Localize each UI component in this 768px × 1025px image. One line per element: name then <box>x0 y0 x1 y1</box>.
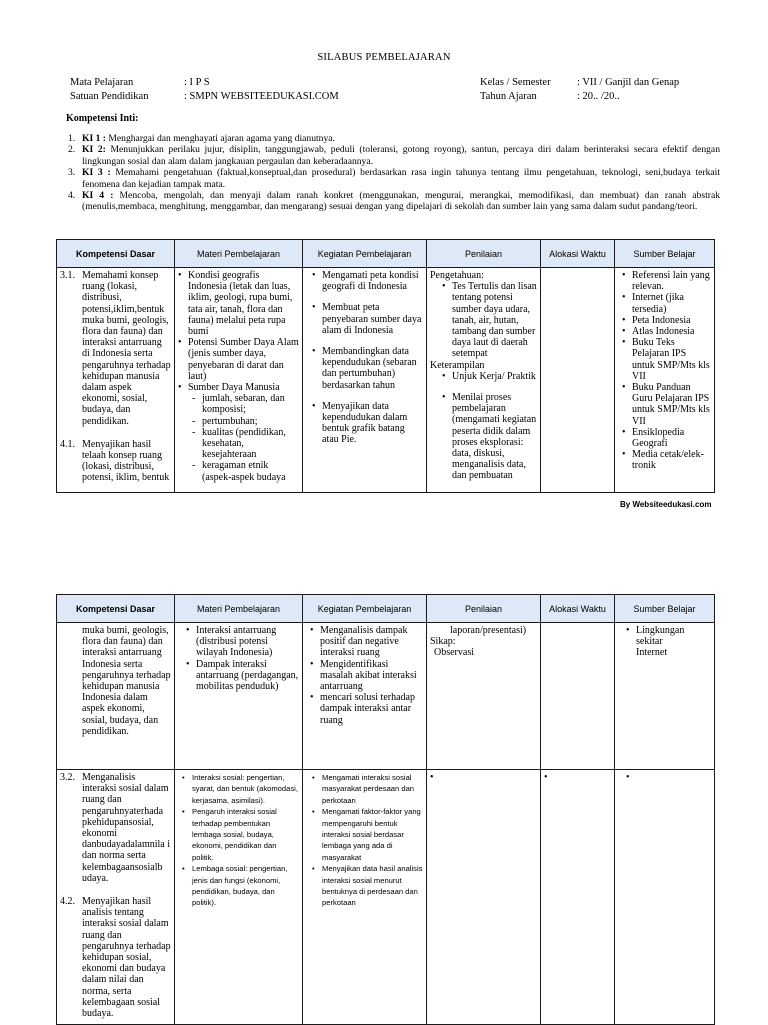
cell-penilaian: laporan/presentasi) Sikap: Observasi <box>427 623 541 770</box>
cell-alokasi <box>541 623 615 770</box>
header-materi: Materi Pembelajaran <box>175 240 303 268</box>
header-alokasi: Alokasi Waktu <box>541 595 615 623</box>
mapel-label: Mata Pelajaran <box>70 77 134 88</box>
cell-kd: 3.1. Memahami konsep ruang (lokasi, distribusi, potensi,iklim,bentuk muka bumi, geologis, flora dan fauna) dan interaksi antarruang di Indonesia serta pengaruhnya terhadap kehidupan manusia dalam aspek ekonomi, sosial, budaya, dan pendidikan. 4.1. Menyajikan hasil telaah konsep ruang (lokasi, distribusi, potensi, iklim, bentuk <box>57 268 175 493</box>
cell-sumber: • Lingkungan sekitar Internet <box>615 623 715 770</box>
ki-list <box>66 133 720 213</box>
syllabus-table-1 <box>56 239 715 493</box>
syllabus-table-2 <box>56 594 715 1025</box>
info-right <box>480 76 679 104</box>
cell-sumber <box>615 770 715 1025</box>
tahun-label: Tahun Ajaran <box>480 91 537 102</box>
header-kegiatan: Kegiatan Pembelajaran <box>303 240 427 268</box>
cell-kd: 3.2. Menganalisis interaksi sosial dalam ruang dan pengaruhnyaterhada pkehidupansosial, ekonomi danbudayadalamnila i dan norma serta kelembagaansosialb udaya. 4.2. Menyajikan hasil analisis tentang interaksi sosial dalam ruang dan pengaruhnya terhadap kehidupan sosial, ekonomi dan budaya dalam nilai dan norma, serta kelembagaan sosial budaya. <box>57 770 175 1025</box>
cell-materi: • Interaksi antarruang (distribusi potensi wilayah Indonesia) • Dampak interaksi antarruang (perdagangan, mobilitas penduduk) <box>175 623 303 770</box>
ki-item: 1. KI 1 : Menghargai dan menghayati ajaran agama yang dianutnya. <box>68 133 335 144</box>
info-left <box>70 76 339 104</box>
satuan-value: : SMPN WEBSITEEDUKASI.COM <box>184 91 339 102</box>
cell-alokasi <box>541 770 615 1025</box>
cell-penilaian <box>427 770 541 1025</box>
cell-sumber: • Referensi lain yang relevan. • Internet (jika tersedia) • Peta Indonesia • Atlas Indonesia • Buku Teks Pelajaran IPS untuk SMP/Mts kls VII • Buku Panduan Guru Pelajaran IPS untuk SMP/Mts kls VII • Ensiklopedia Geografi • Media cetak/elek-tronik <box>615 268 715 493</box>
cell-alokasi <box>541 268 615 493</box>
ki-heading: Kompetensi Inti: <box>66 113 139 124</box>
header-materi: Materi Pembelajaran <box>175 595 303 623</box>
header-kd: Kompetensi Dasar <box>57 595 175 623</box>
cell-kegiatan: • Menganalisis dampak positif dan negative interaksi ruang • Mengidentifikasi masalah akibat interaksi antarruang • mencari solusi terhadap dampak interaksi antar ruang <box>303 623 427 770</box>
cell-materi: • Kondisi geografis Indonesia (letak dan luas, iklim, geologi, rupa bumi, tata air, tanah, flora dan fauna) melalui peta rupa bumi • Potensi Sumber Daya Alam (jenis sumber daya, penyebaran di darat dan laut) • Sumber Daya Manusia - jumlah, sebaran, dan komposisi; - pertumbuhan; - kualitas (pendidikan, kesehatan, kesejahteraan - keragaman etnik (aspek-aspek budaya <box>175 268 303 493</box>
header-penilaian: Penilaian <box>427 595 541 623</box>
cell-kegiatan: • Mengamati interaksi sosial masyarakat perdesaan dan perkotaan • Mengamati faktor-faktor yang mempengaruhi bentuk interaksi sosial berdasar lembaga yang ada di masyarakat • Menyajikan data hasil analisis interaksi sosial menurut bentuknya di perdesaan dan perkotaan <box>303 770 427 1025</box>
ki-item: 2. KI 2: Menunjukkan perilaku jujur, disiplin, tanggungjawab, peduli (toleransi, gotong royong), santun, percaya diri dalam berinteraksi secara efektif dengan lingkungan sosial dan alam dalam jangkauan pergaulan dan keberadaannya. <box>68 144 720 167</box>
ki-item: 4. KI 4 : Mencoba, mengolah, dan menyaji dalam ranah konkret (menggunakan, mengurai, merangkai, memodifikasi, dan membuat) dan ranah abstrak (menulis,membaca, menghitung, menggambar, dan mengarang) sesuai dengan yang dipelajari di sekolah dan sumber lain yang sama dalam sudut pandang/teori. <box>68 190 721 213</box>
cell-kd: muka bumi, geologis, flora dan fauna) dan interaksi antarruang Indonesia serta pengaruhnya terhadap kehidupan manusia Indonesia dalam aspek ekonomi, sosial, budaya, dan pendidikan. <box>57 623 175 770</box>
cell-materi: • Interaksi sosial: pengertian, syarat, dan bentuk (akomodasi, kerjasama, asimilasi). • Pengaruh interaksi sosial terhadap pembentukan lembaga sosial, budaya, ekonomi, pendidikan dan politik. • Lembaga sosial: pengertian, jenis dan fungsi (ekonomi, pendidikan, budaya, dan politik). <box>175 770 303 1025</box>
ki-item: 3. KI 3 : Memahami pengetahuan (faktual,konseptual,dan prosedural) berdasarkan rasa ingin tahunya tentang ilmu pengetahuan, teknologi, seni,budaya terkait fenomena dan kejadian tampak mata. <box>68 167 720 190</box>
header-kegiatan: Kegiatan Pembelajaran <box>303 595 427 623</box>
cell-penilaian: Pengetahuan: • Tes Tertulis dan lisan tentang potensi sumber daya udara, tanah, air, hutan, tambang dan sumber daya laut di daerah setempat Keterampilan • Unjuk Kerja/ Praktik • Menilai proses pembelajaran (mengamati kegiatan peserta didik dalam proses eksplorasi: data, diskusi, menganalisis data, dan pembuatan <box>427 268 541 493</box>
header-sumber: Sumber Belajar <box>615 240 715 268</box>
cell-kegiatan: • Mengamati peta kondisi geografi di Indonesia • Membuat peta penyebaran sumber daya alam di Indonesia • Membandingkan data kependudukan (sebaran dan pertumbuhan) berdasarkan tahun • Menyajikan data kependudukan dalam bentuk grafik batang atau Pie. <box>303 268 427 493</box>
satuan-label: Satuan Pendidikan <box>70 91 149 102</box>
header-sumber: Sumber Belajar <box>615 595 715 623</box>
mapel-value: : I P S <box>184 77 210 88</box>
header-penilaian: Penilaian <box>427 240 541 268</box>
header-kd: Kompetensi Dasar <box>57 240 175 268</box>
page-title: SILABUS PEMBELAJARAN <box>317 52 451 63</box>
byline: By Websiteedukasi.com <box>620 500 712 509</box>
header-alokasi: Alokasi Waktu <box>541 240 615 268</box>
tahun-value: : 20.. /20.. <box>577 91 620 102</box>
kelas-value: : VII / Ganjil dan Genap <box>577 77 680 88</box>
kelas-label: Kelas / Semester <box>480 77 551 88</box>
